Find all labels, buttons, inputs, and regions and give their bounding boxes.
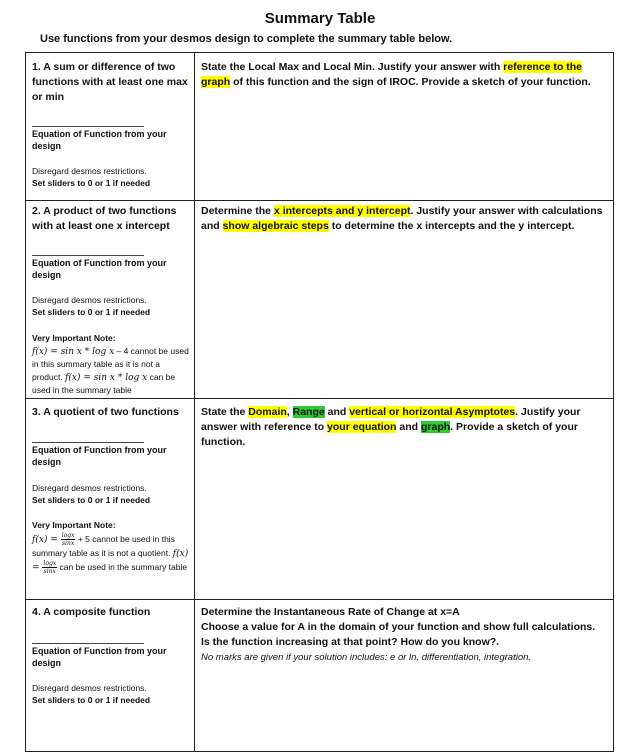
- row3-task: 3. A quotient of two functions: [32, 406, 179, 418]
- very-important-note: Very Important Note: f(x) = sin x * log x – 4 cannot be used in this summary table as it is not a product. f(x) = sin x * log x can be used in the summary table: [32, 333, 189, 395]
- restrictions-note: Disregard desmos restrictions. Set sliders to 0 or 1 if needed: [32, 166, 151, 188]
- highlight: reference to the graph: [201, 61, 583, 88]
- equation-label: Equation of Function from your design: [32, 129, 167, 151]
- fraction: $\frac{\log x}{\sin x}$: [61, 531, 75, 547]
- highlight: graph: [420, 421, 451, 433]
- row-divider: [26, 599, 613, 600]
- row4-task: 4. A composite function: [32, 606, 151, 618]
- highlight: vertical or horizontal Asymptotes: [349, 406, 516, 418]
- highlight: Range: [292, 406, 325, 418]
- row2-instruction: Determine the x intercepts and y intercept. Justify your answer with calculations and show algebraic steps to determine the x intercepts and the y intercept.: [201, 205, 603, 232]
- highlight: x intercepts and y intercept: [273, 205, 411, 217]
- highlight: Domain: [248, 406, 287, 418]
- very-important-note: Very Important Note: f(x) = $\frac{\log x}{\sin x}$ + 5 cannot be used in this summary table as it is not a quotient. f(x) = $\frac{\log x}{\sin x}$ can be used in the summary table: [32, 520, 189, 575]
- fraction: $\frac{\log x}{\sin x}$: [43, 560, 57, 575]
- row3-instruction: State the Domain, Range and vertical or horizontal Asymptotes. Justify your answer with reference to your equation and graph. Provide a sketch of your function.: [201, 406, 581, 448]
- row4-instruction: Determine the Instantaneous Rate of Change at x=A Choose a value for A in the domain of your function and show full calculations. Is the function increasing at that point? How do you know?. No marks are given if your solution includes: e or ln, differentiation, integration.: [201, 606, 596, 663]
- equation-label: Equation of Function from your design: [32, 445, 167, 467]
- column-divider: [194, 53, 195, 751]
- restrictions-note: Disregard desmos restrictions. Set sliders to 0 or 1 if needed: [32, 683, 151, 705]
- answer-line[interactable]: [32, 126, 144, 127]
- instructions-subtitle: Use functions from your desmos design to complete the summary table below.: [40, 33, 453, 45]
- row1-instruction: State the Local Max and Local Min. Justify your answer with reference to the graph of this function and the sign of IROC. Provide a sketch of your function.: [201, 61, 591, 88]
- answer-line[interactable]: [32, 442, 144, 443]
- restrictions-note: Disregard desmos restrictions. Set sliders to 0 or 1 if needed: [32, 295, 151, 317]
- highlight: show algebraic steps: [222, 220, 329, 232]
- row2-task: 2. A product of two functions with at least one x intercept: [32, 205, 177, 232]
- row-divider: [26, 200, 613, 201]
- highlight: your equation: [327, 421, 397, 433]
- answer-line[interactable]: [32, 643, 144, 644]
- answer-line[interactable]: [32, 255, 144, 256]
- page-title: Summary Table: [264, 10, 376, 27]
- equation-label: Equation of Function from your design: [32, 258, 167, 280]
- row-divider: [26, 398, 613, 399]
- equation-label: Equation of Function from your design: [32, 646, 167, 668]
- summary-table: [25, 52, 614, 752]
- row1-task: 1. A sum or difference of two functions with at least one max or min: [32, 61, 188, 103]
- restrictions-note: Disregard desmos restrictions. Set sliders to 0 or 1 if needed: [32, 483, 151, 505]
